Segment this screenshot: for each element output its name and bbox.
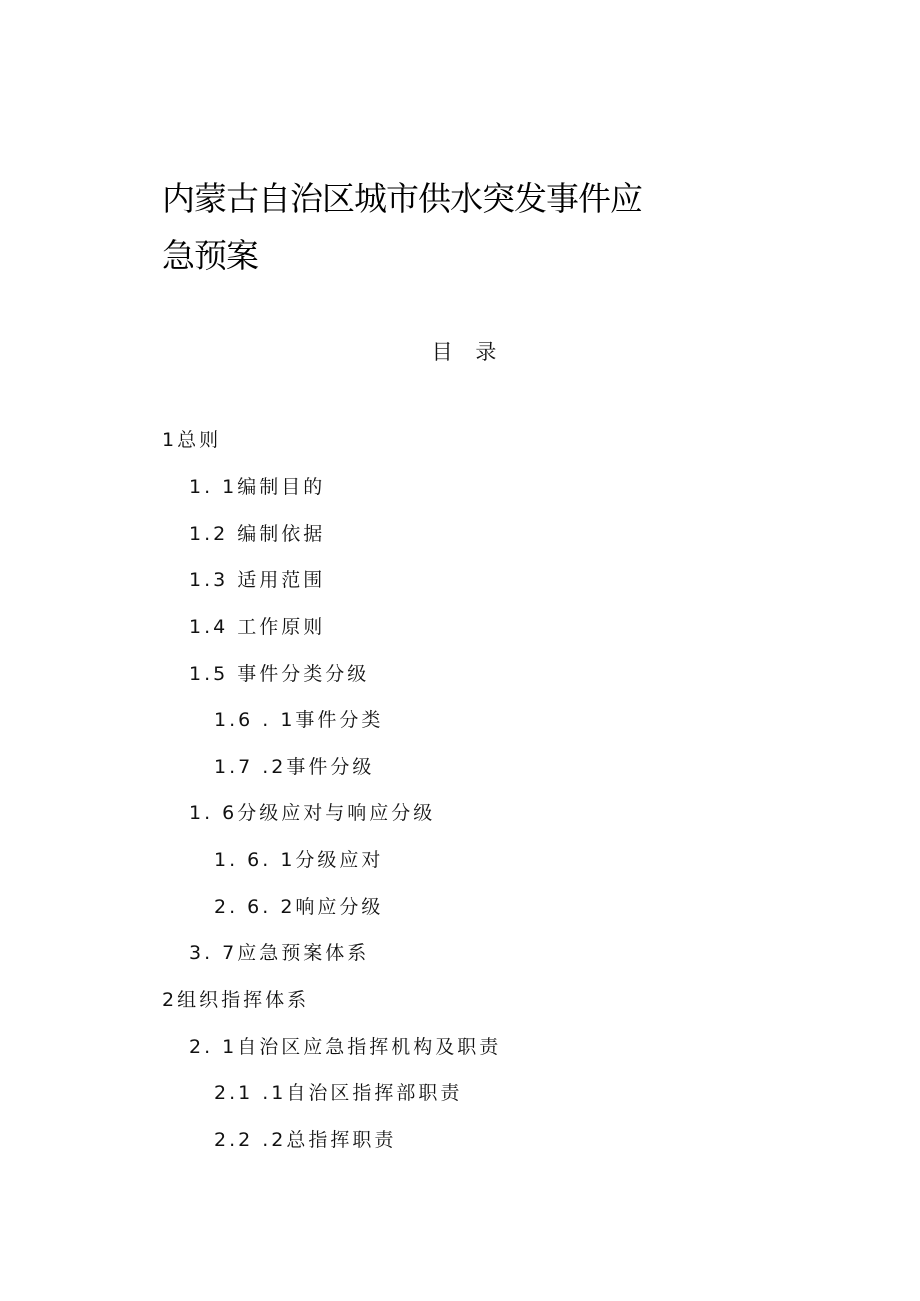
- toc-entry-2[interactable]: 2组织指挥体系: [162, 989, 310, 1011]
- toc-entry-1-3[interactable]: 1.3 适用范围: [189, 569, 326, 591]
- document-title-line-2: 急预案: [162, 236, 258, 275]
- toc-entry-2-1[interactable]: 2. 1自治区应急指挥机构及职责: [189, 1036, 502, 1058]
- document-title-line-1: 内蒙古自治区城市供水突发事件应: [162, 179, 642, 218]
- toc-entry-1-2[interactable]: 1.2 编制依据: [189, 523, 326, 545]
- toc-entry-1[interactable]: 1总则: [162, 429, 222, 451]
- toc-entry-1-1[interactable]: 1. 1编制目的: [189, 476, 326, 498]
- toc-entry-2-6-2[interactable]: 2. 6. 2响应分级: [214, 896, 384, 918]
- toc-entry-3-7[interactable]: 3. 7应急预案体系: [189, 942, 370, 964]
- toc-heading: 目 录: [431, 340, 505, 364]
- toc-entry-1-6-1[interactable]: 1. 6. 1分级应对: [214, 849, 384, 871]
- toc-entry-1-7-a[interactable]: 1.7 .2事件分级: [214, 756, 375, 778]
- toc-entry-2-2-2[interactable]: 2.2 .2总指挥职责: [214, 1129, 397, 1151]
- toc-entry-1-6[interactable]: 1. 6分级应对与响应分级: [189, 802, 436, 824]
- toc-entry-1-6-a[interactable]: 1.6 . 1事件分类: [214, 709, 384, 731]
- toc-entry-2-1-1[interactable]: 2.1 .1自治区指挥部职责: [214, 1082, 463, 1104]
- toc-entry-1-5[interactable]: 1.5 事件分类分级: [189, 663, 370, 685]
- document-title: [162, 170, 682, 284]
- toc-entry-1-4[interactable]: 1.4 工作原则: [189, 616, 326, 638]
